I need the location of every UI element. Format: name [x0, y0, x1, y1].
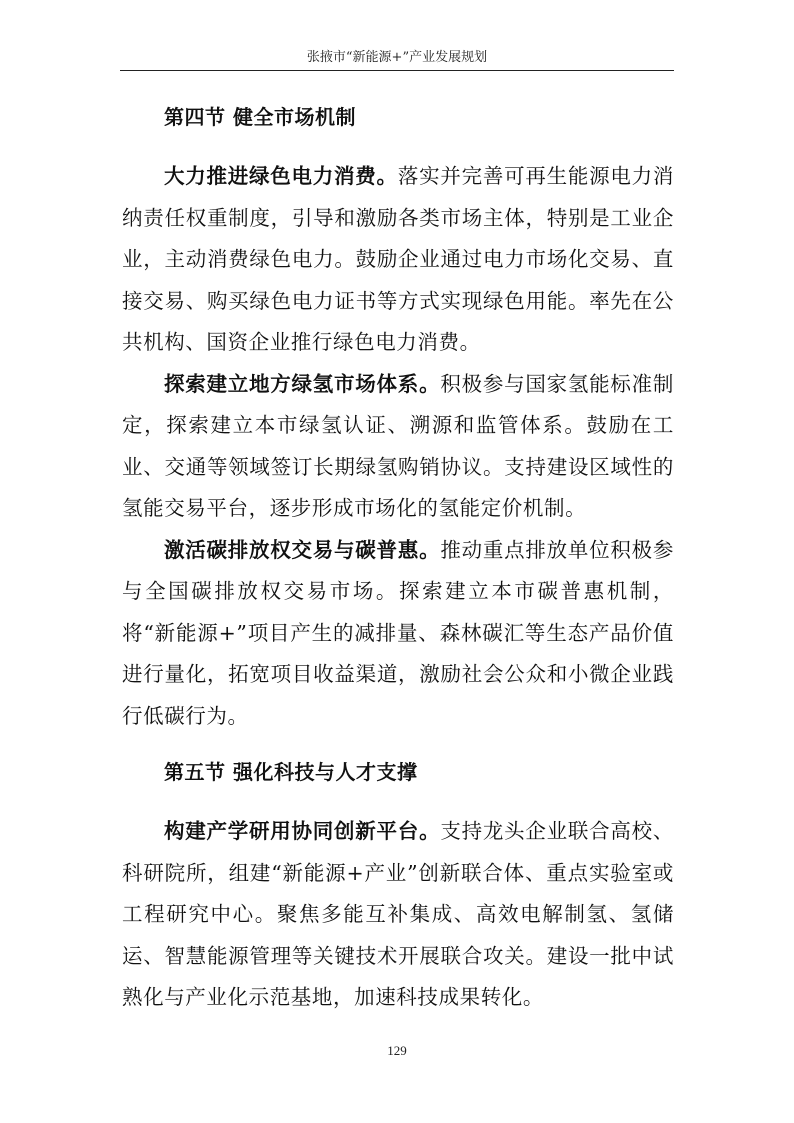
- document-body: [122, 96, 674, 1019]
- paragraph-carbon-trading: [122, 530, 674, 738]
- paragraph-green-power: [122, 156, 674, 364]
- paragraph-text: 积极参与国家氢能标准制定，探索建立本市绿氢认证、溯源和监管体系。鼓励在工业、交通等领域签订长期绿氢购销协议。支持建设区域性的氢能交易平台，逐步形成市场化的氢能定价机制。: [122, 371, 674, 520]
- paragraph-lead: 大力推进绿色电力消费。: [164, 164, 398, 188]
- paragraph-lead: 探索建立地方绿氢市场体系。: [164, 371, 441, 396]
- paragraph-lead: 激活碳排放权交易与碳普惠。: [164, 537, 441, 562]
- section-heading-4: 第四节 健全市场机制: [164, 105, 356, 129]
- paragraph-text: 落实并完善可再生能源电力消纳责任权重制度，引导和激励各类市场主体，特别是工业企业，主动消费绿色电力。鼓励企业通过电力市场化交易、直接交易、购买绿色电力证书等方式实现绿色用能。率先在公共机构、国资企业推行绿色电力消费。: [122, 164, 674, 354]
- paragraph-innovation-platform: [122, 811, 674, 1019]
- paragraph-text: 推动重点排放单位积极参与全国碳排放权交易市场。探索建立本市碳普惠机制，将“新能源+”项目产生的减排量、森林碳汇等生态产品价值进行量化，拓宽项目收益渠道，激励社会公众和小微企业践行低碳行为。: [122, 537, 674, 728]
- section-heading-5: 第五节 强化科技与人才支撑: [164, 760, 418, 784]
- header-rule: [120, 70, 674, 71]
- paragraph-lead: 构建产学研用协同创新平台。: [164, 819, 441, 843]
- paragraph-text: 支持龙头企业联合高校、科研院所，组建“新能源+产业”创新联合体、重点实验室或工程研究中心。聚焦多能互补集成、高效电解制氢、氢储运、智慧能源管理等关键技术开展联合攻关。建设一批中试熟化与产业化示范基地，加速科技成果转化。: [122, 819, 674, 1009]
- page-number: 129: [387, 1043, 407, 1058]
- paragraph-green-hydrogen: [122, 364, 674, 530]
- running-header: 张掖市“新能源+”产业发展规划: [306, 50, 488, 65]
